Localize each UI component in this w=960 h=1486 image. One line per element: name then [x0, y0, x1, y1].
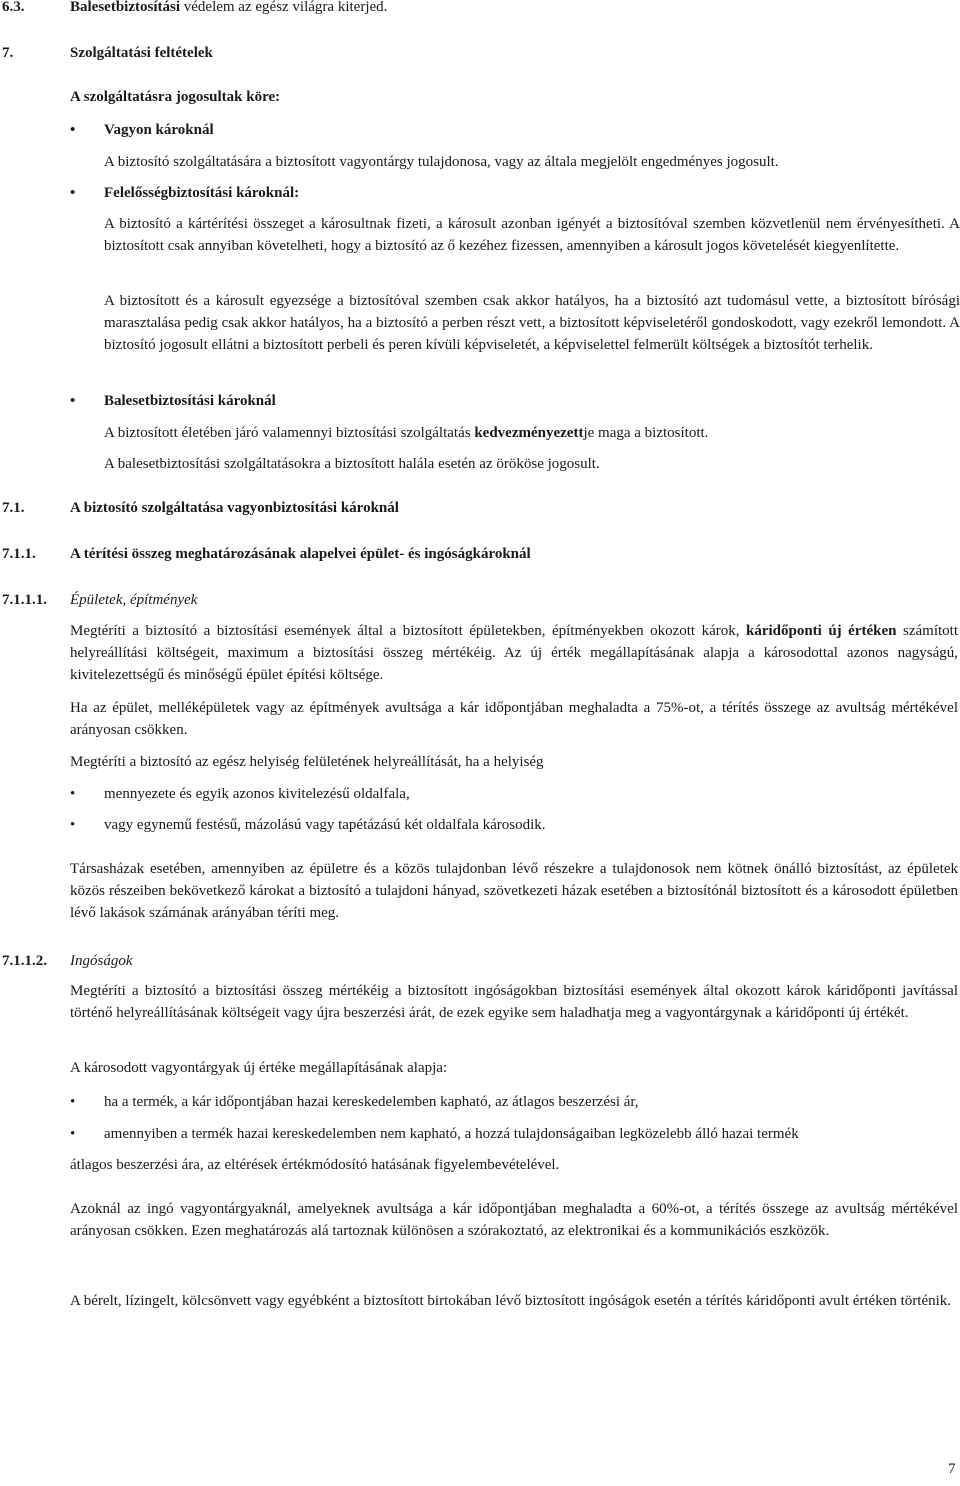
- accident-p1-post: je maga a biztosított.: [583, 425, 709, 441]
- section-number-6-3: 6.3.: [2, 0, 25, 15]
- buildings-p1-post: számított helyreállítási költségeit, maximum a biztosítási összeg mértékéig. Az új érték megállapításának alapja a károsodottal azonos nagyságú, kivitelezettségű és minőségű épület építési költsége.: [70, 623, 958, 683]
- liability-paragraph-2: A biztosított és a károsult egyezsége a biztosítóval szemben csak akkor hatályos, ha a biztosító azt tudomásul vette, a biztosított bírósági marasztalása pedig csak akkor hatályos, ha a biztosító a perben részt vett, a biztosított képviseletéről gondoskodott, vagy ezekről lemondott. A biztosító jogosult ellátni a biztosított perbeli és peren kívüli képviseletét, a képviselettel felmerült költségek a biztosítót terhelik.: [104, 293, 960, 353]
- section-6-3-bold: Balesetbiztosítási: [70, 0, 180, 15]
- buildings-paragraph-2: Ha az épület, melléképületek vagy az építmények avultsága a kár időpontjában meghaladta a 75%-ot, a térítés összege az avultság mértékével arányosan csökken.: [70, 700, 958, 738]
- accident-p1-pre: A biztosított életében járó valamennyi biztosítási szolgáltatás: [104, 425, 475, 441]
- bullet-marker: •: [70, 1094, 76, 1110]
- section-6-3-rest: védelem az egész világra kiterjed.: [180, 0, 388, 15]
- bullet-marker: •: [70, 393, 76, 409]
- buildings-bullet-2: vagy egynemű festésű, mázolású vagy tapétázású két oldalfala károsodik.: [104, 817, 546, 833]
- liability-label: Felelősségbiztosítási károknál:: [104, 185, 300, 201]
- buildings-p1-bold: káridőponti új értéken: [745, 623, 897, 639]
- buildings-paragraph-1: [70, 620, 958, 686]
- movables-bullet-1: ha a termék, a kár időpontjában hazai kereskedelemben kapható, az átlagos beszerzési ár,: [104, 1094, 639, 1110]
- section-number-7-1-1-1: 7.1.1.1.: [2, 592, 47, 608]
- buildings-bullet-1: mennyezete és egyik azonos kivitelezésű oldalfala,: [104, 786, 410, 802]
- accident-paragraph-1: [104, 422, 960, 444]
- section-7-title: Szolgáltatási feltételek: [70, 45, 213, 61]
- bullet-marker: •: [70, 122, 76, 138]
- liability-paragraph-1: A biztosító a kártérítési összeget a károsultnak fizeti, a károsult azonban igényét a biztosítóval szemben közvetlenül nem érvényesítheti. A biztosított csak annyiban követelheti, hogy a biztosító az ő kezéhez fizessen, amennyiben a károsult jogos követelését kiegyenlítette.: [104, 216, 960, 254]
- buildings-paragraph-4: Társasházak esetében, amennyiben az épületre és a közös tulajdonban lévő részekre a tulajdonosok nem kötnek önálló biztosítást, az épületek közös részeiben bekövetkező károkat a biztosító a tulajdoni hányad, szövetkezeti házak esetében a biztosítónál biztosított és a károsodott épületben lévő lakások számának arányában téríti meg.: [70, 861, 958, 921]
- section-7-1-1-2-title: Ingóságok: [70, 953, 133, 969]
- section-number-7-1: 7.1.: [2, 500, 25, 516]
- accident-p1-bold: kedvezményezett: [474, 425, 584, 441]
- eligible-title: A szolgáltatásra jogosultak köre:: [70, 89, 281, 105]
- bullet-marker: •: [70, 786, 76, 802]
- buildings-p1-pre: Megtéríti a biztosító a biztosítási események által a biztosított épületekben, építményekben okozott károk,: [70, 623, 746, 639]
- section-number-7-1-1-2: 7.1.1.2.: [2, 953, 47, 969]
- section-number-7: 7.: [2, 45, 14, 61]
- bullet-marker: •: [70, 817, 76, 833]
- bullet-marker: •: [70, 185, 76, 201]
- movables-paragraph-1: Megtéríti a biztosító a biztosítási összeg mértékéig a biztosított ingóságokban biztosítási események által okozott károk káridőponti javítással történő helyreállításának költségeit vagy újra beszerzési árát, de ezek egyike sem haladhatja meg a vagyontárgynak a káridőponti új értékét.: [70, 983, 958, 1021]
- movables-bullet-2: amennyiben a termék hazai kereskedelemben nem kapható, a hozzá tulajdonságaiban legközelebb álló hazai termék: [104, 1126, 799, 1142]
- page-number: 7: [948, 1461, 956, 1477]
- section-7-1-1-1-title: Épületek, építmények: [70, 592, 198, 608]
- section-7-1-1-title: A térítési összeg meghatározásának alapelvei épület- és ingóságkároknál: [70, 546, 531, 562]
- movables-paragraph-2: A károsodott vagyontárgyak új értéke megállapításának alapja:: [70, 1060, 448, 1076]
- buildings-paragraph-3: Megtéríti a biztosító az egész helyiség felületének helyreállítását, ha a helyiség: [70, 754, 544, 770]
- section-number-7-1-1: 7.1.1.: [2, 546, 36, 562]
- accident-paragraph-2: A balesetbiztosítási szolgáltatásokra a biztosított halála esetén az örököse jogosult.: [104, 456, 600, 472]
- movables-paragraph-4: A bérelt, lízingelt, kölcsönvett vagy egyébként a biztosított birtokában lévő biztosított ingóságok esetén a térítés káridőponti avult értéken történik.: [70, 1293, 952, 1309]
- bullet-marker: •: [70, 1126, 76, 1142]
- accident-label: Balesetbiztosítási károknál: [104, 393, 276, 409]
- property-text: A biztosító szolgáltatására a biztosított vagyontárgy tulajdonosa, vagy az általa megjelölt engedményes jogosult.: [104, 154, 779, 170]
- section-6-3-text: [70, 0, 387, 18]
- movables-paragraph-3: Azoknál az ingó vagyontárgyaknál, amelyeknek avultsága a kár időpontjában meghaladta a 60%-ot, a térítés összege az avultság mértékével arányosan csökken. Ezen meghatározás alá tartoznak különösen a szórakoztató, az elektronikai és a kommunikációs eszközök.: [70, 1201, 958, 1239]
- property-label: Vagyon károknál: [104, 122, 214, 138]
- section-7-1-title: A biztosító szolgáltatása vagyonbiztosítási károknál: [70, 500, 399, 516]
- movables-bullet-2-continuation: átlagos beszerzési ára, az eltérések értékmódosító hatásának figyelembevételével.: [70, 1157, 560, 1173]
